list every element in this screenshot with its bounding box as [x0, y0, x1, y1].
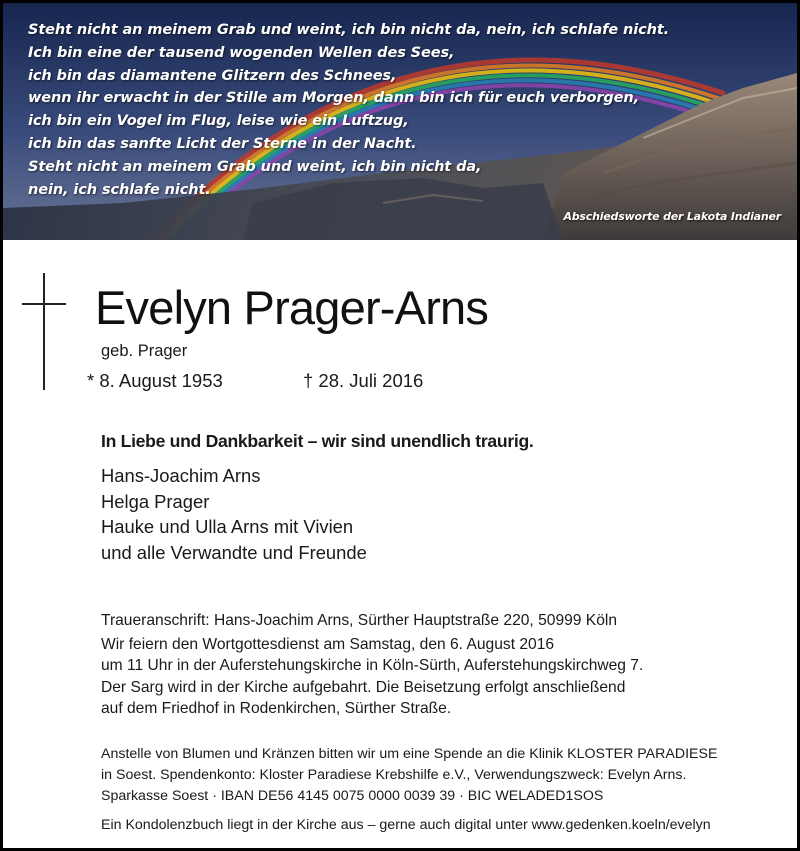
poem-credit: Abschiedsworte der Lakota Indianer: [563, 210, 781, 223]
mourner: Hauke und Ulla Arns mit Vivien: [101, 516, 354, 538]
poem-line: Ich bin eine der tausend wogenden Wellen des Sees,: [28, 44, 455, 61]
service-line: Wir feiern den Wortgottesdienst am Samstag, den 6. August 2016: [101, 635, 555, 653]
obituary-card: [3, 3, 797, 848]
mourner: Hans-Joachim Arns: [101, 465, 261, 486]
cross-icon-vertical: [43, 273, 45, 390]
condolence-note: Ein Kondolenzbuch liegt in der Kirche aus – gerne auch digital unter www.gedenken.koeln/evelyn: [101, 817, 711, 833]
poem-line: ich bin ein Vogel im Flug, leise wie ein Luftzug,: [28, 113, 409, 130]
death-date: † 28. Juli 2016: [303, 370, 424, 391]
service-line: auf dem Friedhof in Rodenkirchen, Sürther Straße.: [101, 700, 452, 718]
birth-date: * 8. August 1953: [87, 370, 223, 391]
mourner: Helga Prager: [101, 490, 210, 512]
service-line: um 11 Uhr in der Auferstehungskirche in Köln-Sürth, Auferstehungskirchweg 7.: [101, 657, 644, 675]
service-line: Der Sarg wird in der Kirche aufgebahrt. Die Beisetzung erfolgt anschließend: [101, 678, 626, 696]
poem-line: ich bin das diamantene Glitzern des Schnees,: [28, 67, 397, 84]
donation-line: in Soest. Spendenkonto: Kloster Paradiese Krebshilfe e.V., Verwendungszweck: Evelyn Arns.: [101, 767, 687, 783]
poem-line: nein, ich schlafe nicht.: [28, 181, 211, 198]
mourning-headline: In Liebe und Dankbarkeit – wir sind unendlich traurig.: [101, 431, 534, 451]
poem-line: Steht nicht an meinem Grab und weint, ich bin nicht da,: [28, 158, 482, 175]
donation-line: Anstelle von Blumen und Kränzen bitten wir um eine Spende an die Klinik KLOSTER PARADIESE: [101, 746, 718, 762]
deceased-name: Evelyn Prager-Arns: [95, 281, 489, 334]
service-details: [101, 610, 643, 720]
cross-icon-horizontal: [22, 303, 66, 305]
maiden-name: geb. Prager: [101, 342, 188, 360]
poem-line: ich bin das sanfte Licht der Sterne in der Nacht.: [28, 135, 417, 152]
poem-line: Steht nicht an meinem Grab und weint, ich bin nicht da, nein, ich schlafe nicht.: [28, 22, 670, 38]
donation-info: [101, 744, 717, 807]
bank-details: Sparkasse Soest · IBAN DE56 4145 0075 0000 0039 39 · BIC WELADED1SOS: [101, 788, 604, 804]
header-image: [3, 3, 797, 240]
poem-line: wenn ihr erwacht in der Stille am Morgen, dann bin ich für euch verborgen,: [28, 90, 640, 107]
mourner: und alle Verwandte und Freunde: [101, 541, 367, 563]
poem: [28, 19, 669, 201]
mourners-list: [101, 463, 367, 565]
mourning-address: Traueranschrift: Hans-Joachim Arns, Sürther Hauptstraße 220, 50999 Köln: [101, 612, 618, 629]
